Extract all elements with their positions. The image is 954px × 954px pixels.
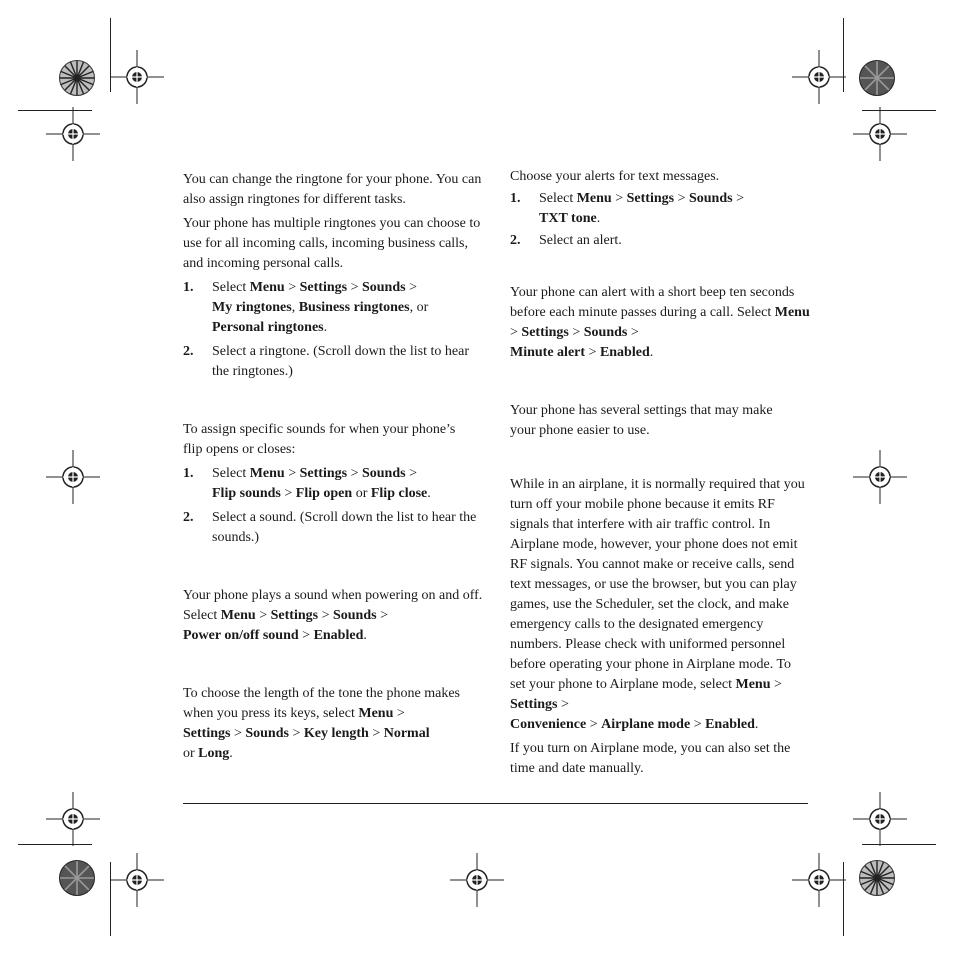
separator: > (284, 466, 300, 481)
airplane-text: While in an airplane, it is normally required that you turn off your mobile phone because it emits RF signals that interfere with air traffic control. In Airplane mode, however, your phone does not emit RF signals. You cannot make or receive calls, send text messages, or use the browser, but you can play games, use the Scheduler, set the clock, and make emergency calls to the designated emergency numbers. Please check with uniformed personnel before operating your phone in Airplane mode. To set your phone to Airplane mode, select (510, 477, 805, 692)
flip-steps (183, 464, 483, 548)
menu-label: Menu (220, 608, 256, 623)
separator: , or (409, 300, 429, 315)
settings-label: Settings (521, 325, 569, 340)
settings-label: Settings (299, 466, 348, 481)
power-sound-label: Power on/off sound (183, 628, 299, 643)
txt-intro: Choose your alerts for text messages. (510, 169, 720, 184)
separator: > (627, 325, 639, 340)
star-target-icon (858, 59, 896, 97)
my-ringtones-label: My ringtones (212, 300, 292, 315)
power-paragraph (183, 586, 483, 646)
minute-paragraph (510, 283, 810, 363)
separator: > (770, 677, 782, 692)
separator: > (690, 717, 706, 732)
registration-mark-icon (43, 447, 103, 507)
convenience-label: Convenience (510, 717, 587, 732)
ringtones-multiple: Your phone has multiple ringtones you can choose to use for all incoming calls, incoming business calls, and incoming personal calls. (183, 216, 481, 271)
step-number: 2. (183, 344, 194, 359)
registration-mark-icon (447, 850, 507, 910)
step-number: 2. (510, 233, 521, 248)
period: . (323, 320, 328, 335)
registration-mark-icon (43, 104, 103, 164)
registration-mark-icon (43, 789, 103, 849)
key-length-label: Key length (303, 726, 369, 741)
step-text: Select (539, 191, 577, 206)
step-text: Select a ringtone. (Scroll down the list to hear the ringtones.) (212, 344, 469, 379)
separator: > (405, 466, 417, 481)
step-number: 1. (183, 280, 194, 295)
sounds-label: Sounds (583, 325, 628, 340)
separator: > (557, 697, 569, 712)
step-text: Select a sound. (Scroll down the list to hear the sounds.) (212, 510, 477, 545)
registration-mark-icon (850, 447, 910, 507)
settings-label: Settings (270, 608, 319, 623)
registration-mark-icon (850, 789, 910, 849)
step-text: Select (212, 466, 250, 481)
list-item (183, 508, 483, 548)
period: . (229, 746, 233, 761)
separator: > (732, 191, 744, 206)
period: . (363, 628, 367, 643)
menu-label: Menu (774, 305, 810, 320)
separator: > (611, 191, 627, 206)
menu-label: Menu (576, 191, 612, 206)
key-length-text: To choose the length of the tone the phone makes when you press its keys, select (183, 686, 460, 721)
registration-mark-icon (850, 104, 910, 164)
flip-open-label: Flip open (295, 486, 353, 501)
txt-tone-label: TXT tone (539, 211, 597, 226)
list-item (183, 342, 483, 382)
convenience-intro: Your phone has several settings that may make your phone easier to use. (510, 403, 773, 438)
enabled-label: Enabled (599, 345, 650, 360)
personal-ringtones-label: Personal ringtones (212, 320, 324, 335)
star-target-icon (858, 859, 896, 897)
ringtones-intro: You can change the ringtone for your phone. You can also assign ringtones for different tasks. (183, 172, 482, 207)
separator: > (405, 280, 417, 295)
separator: > (393, 706, 405, 721)
sounds-label: Sounds (332, 608, 377, 623)
separator: > (568, 325, 584, 340)
separator: > (674, 191, 689, 206)
registration-mark-icon (789, 850, 849, 910)
separator: > (347, 280, 362, 295)
step-number: 1. (510, 191, 521, 206)
step-number: 2. (183, 510, 194, 525)
period: . (649, 345, 654, 360)
minute-text: Your phone can alert with a short beep ten seconds before each minute passes during a call. Select (510, 285, 795, 320)
star-target-icon (58, 59, 96, 97)
normal-label: Normal (383, 726, 430, 741)
enabled-label: Enabled (313, 628, 364, 643)
period: . (596, 211, 601, 226)
ringtones-steps (183, 278, 483, 382)
step-text: Select an alert. (539, 233, 622, 248)
airplane-paragraph (510, 475, 810, 735)
sounds-label: Sounds (245, 726, 289, 741)
key-length-paragraph (183, 684, 483, 764)
sounds-label: Sounds (361, 280, 406, 295)
separator: > (585, 345, 600, 360)
period: . (427, 486, 431, 501)
enabled-label: Enabled (705, 717, 755, 732)
airplane-mode-label: Airplane mode (601, 717, 691, 732)
business-ringtones-label: Business ringtones (298, 300, 410, 315)
settings-label: Settings (510, 697, 558, 712)
star-target-icon (58, 859, 96, 897)
separator: > (280, 486, 296, 501)
separator: > (376, 608, 388, 623)
settings-label: Settings (299, 280, 348, 295)
separator: or (352, 486, 371, 501)
list-item (183, 464, 483, 504)
sounds-label: Sounds (361, 466, 406, 481)
step-text: Select (212, 280, 250, 295)
menu-label: Menu (249, 280, 285, 295)
airplane-manual: If you turn on Airplane mode, you can also set the time and date manually. (510, 741, 791, 776)
separator: > (586, 717, 602, 732)
flip-sounds-label: Flip sounds (212, 486, 281, 501)
separator: > (230, 726, 246, 741)
separator: or (183, 746, 199, 761)
settings-label: Settings (183, 726, 231, 741)
separator: > (318, 608, 333, 623)
power-text: Your phone plays a sound when powering on and off. Select (183, 588, 483, 623)
left-column (183, 170, 483, 764)
separator: > (288, 726, 304, 741)
separator: > (510, 325, 522, 340)
separator: , (291, 300, 299, 315)
separator: > (347, 466, 362, 481)
long-label: Long (198, 746, 230, 761)
separator: > (284, 280, 300, 295)
sounds-label: Sounds (688, 191, 733, 206)
registration-mark-icon (107, 47, 167, 107)
minute-alert-label: Minute alert (510, 345, 586, 360)
separator: > (255, 608, 271, 623)
flip-intro: To assign specific sounds for when your phone’s flip opens or closes: (183, 422, 456, 457)
separator: > (368, 726, 384, 741)
menu-label: Menu (358, 706, 394, 721)
right-column (510, 167, 810, 779)
separator: > (298, 628, 314, 643)
registration-mark-icon (789, 47, 849, 107)
registration-mark-icon (107, 850, 167, 910)
settings-label: Settings (626, 191, 675, 206)
flip-close-label: Flip close (370, 486, 428, 501)
list-item (510, 189, 810, 229)
menu-label: Menu (249, 466, 285, 481)
list-item (183, 278, 483, 338)
step-number: 1. (183, 466, 194, 481)
list-item (510, 231, 810, 251)
menu-label: Menu (735, 677, 771, 692)
footer-rule (183, 803, 808, 804)
period: . (754, 717, 759, 732)
txt-steps (510, 189, 810, 251)
